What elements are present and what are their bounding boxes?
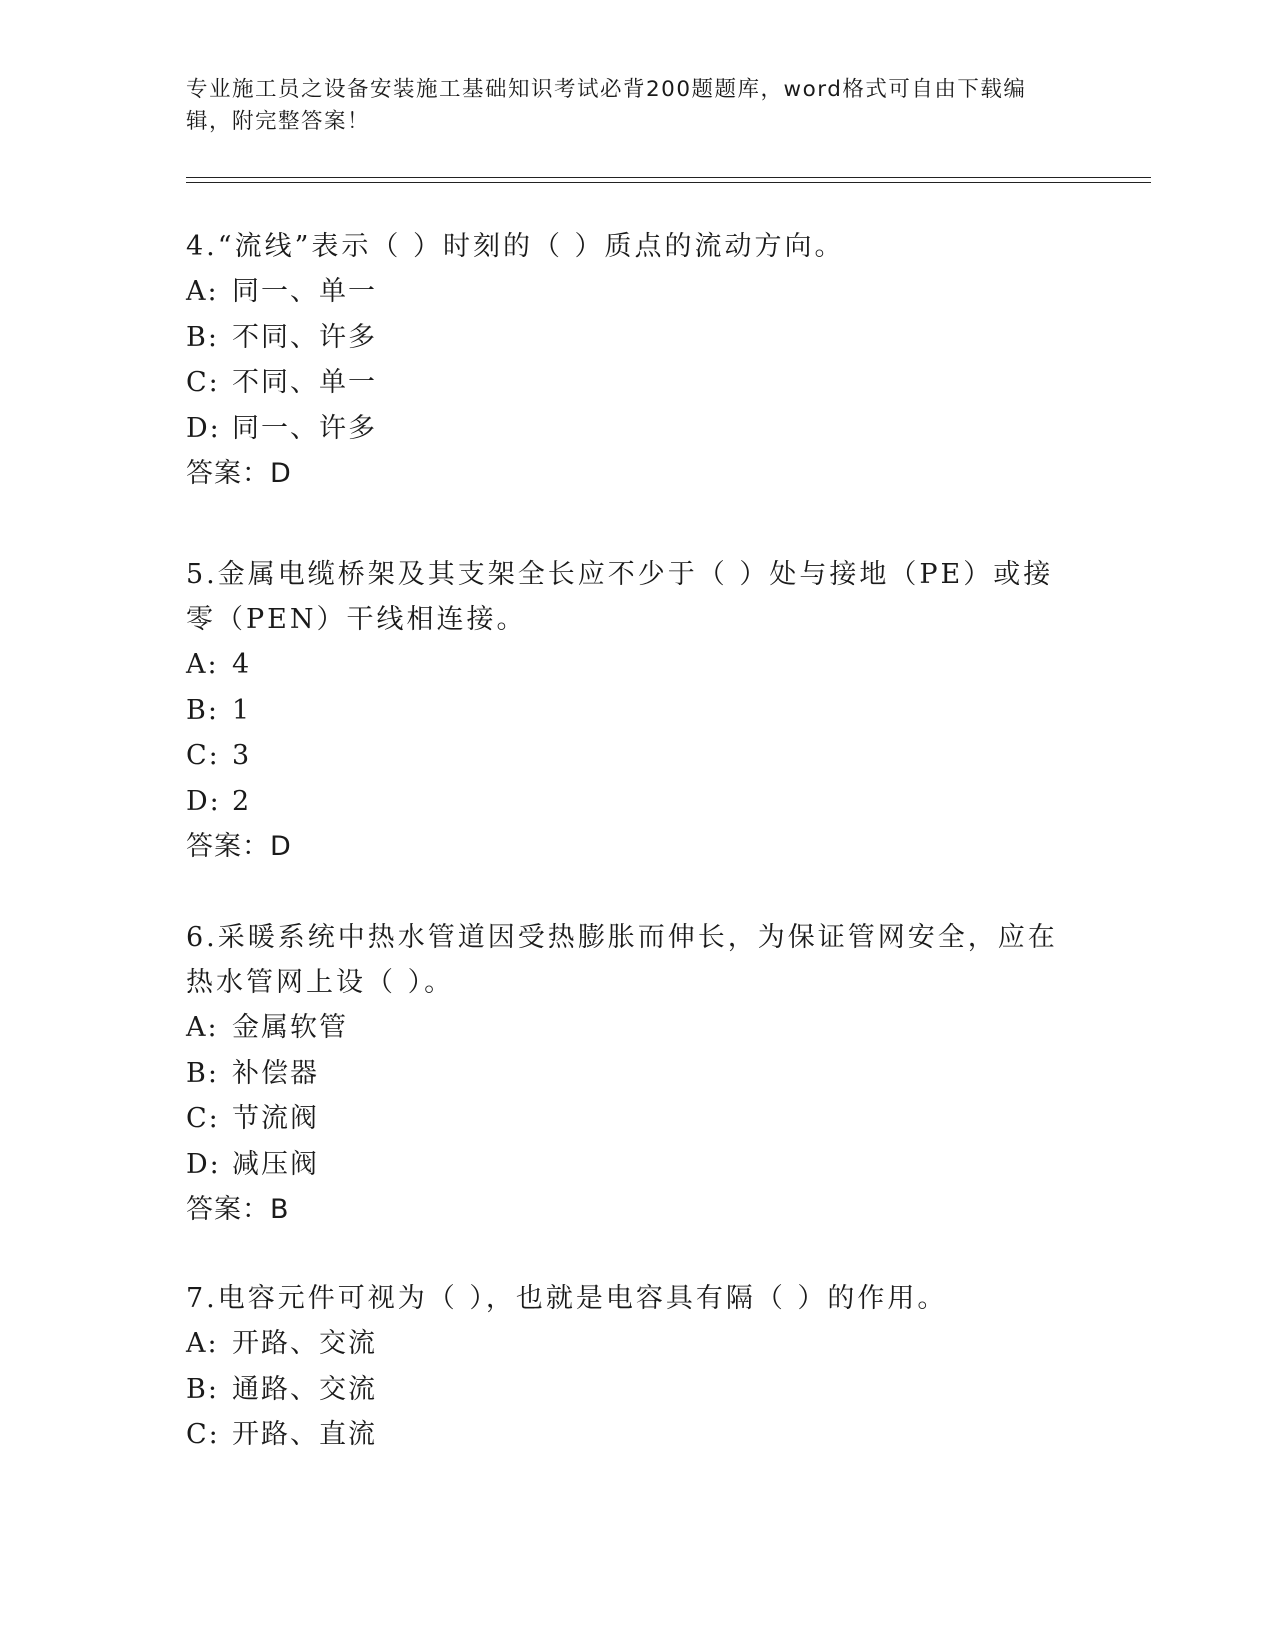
option-letter: C: — [186, 1419, 220, 1450]
option-letter: C: — [186, 367, 220, 398]
document-title: 专业施工员之设备安装施工基础知识考试必背200题题库，word格式可自由下载编辑，附完整答案！ — [186, 77, 1027, 134]
option-letter: B: — [186, 1373, 219, 1405]
option-text: 通路、交流 — [232, 1373, 377, 1405]
option-text: 1 — [232, 694, 252, 726]
option-d — [186, 1142, 1066, 1188]
option-text: 不同、单一 — [232, 367, 377, 398]
option-c — [186, 733, 1066, 779]
option-letter: A: — [186, 649, 219, 680]
option-a — [186, 1005, 1066, 1051]
option-text: 开路、直流 — [232, 1419, 377, 1450]
option-b — [186, 1367, 1066, 1413]
question-stem: 5.金属电缆桥架及其支架全长应不少于（ ）处与接地（PE）或接零（PEN）干线相连接。 — [186, 559, 1054, 635]
option-letter: D: — [186, 785, 221, 817]
option-text: 节流阀 — [232, 1103, 319, 1134]
option-text: 减压阀 — [232, 1148, 319, 1180]
option-text: 3 — [232, 740, 252, 771]
option-a — [186, 269, 1066, 315]
option-letter: D: — [186, 1148, 221, 1180]
option-c — [186, 1412, 1066, 1458]
option-letter: A: — [186, 276, 219, 307]
option-a — [186, 1321, 1066, 1367]
option-letter: A: — [186, 1328, 219, 1359]
option-a — [186, 642, 1066, 688]
option-text: 2 — [232, 785, 252, 817]
question-stem: 4.“流线”表示（ ）时刻的（ ）质点的流动方向。 — [186, 231, 845, 262]
option-letter: C: — [186, 1103, 220, 1134]
question-4 — [186, 224, 1066, 496]
answer-line: 答案：B — [186, 1194, 290, 1225]
answer-line: 答案：D — [186, 458, 292, 489]
question-6 — [186, 915, 1066, 1232]
answer-line: 答案：D — [186, 831, 292, 862]
question-stem: 7.电容元件可视为（ ），也就是电容具有隔（ ）的作用。 — [186, 1283, 948, 1314]
option-letter: D: — [186, 412, 221, 444]
question-7 — [186, 1276, 1066, 1458]
option-b — [186, 315, 1066, 361]
option-d — [186, 406, 1066, 452]
option-letter: B: — [186, 1057, 219, 1089]
option-c — [186, 1096, 1066, 1142]
question-5 — [186, 552, 1066, 869]
option-b — [186, 688, 1066, 734]
option-text: 补偿器 — [232, 1057, 319, 1089]
option-text: 金属软管 — [232, 1012, 348, 1043]
header-rule-top — [186, 177, 1151, 178]
header-rule-bottom — [186, 182, 1151, 183]
option-text: 不同、许多 — [232, 321, 377, 353]
option-text: 同一、单一 — [232, 276, 377, 307]
option-text: 同一、许多 — [232, 412, 377, 444]
option-c — [186, 360, 1066, 406]
option-text: 4 — [232, 649, 252, 680]
option-letter: B: — [186, 321, 219, 353]
option-b — [186, 1051, 1066, 1097]
question-stem: 6.采暖系统中热水管道因受热膨胀而伸长，为保证管网安全，应在热水管网上设（ ）。 — [186, 922, 1058, 998]
option-letter: B: — [186, 694, 219, 726]
option-letter: C: — [186, 740, 220, 771]
option-d — [186, 779, 1066, 825]
option-letter: A: — [186, 1012, 219, 1043]
option-text: 开路、交流 — [232, 1328, 377, 1359]
